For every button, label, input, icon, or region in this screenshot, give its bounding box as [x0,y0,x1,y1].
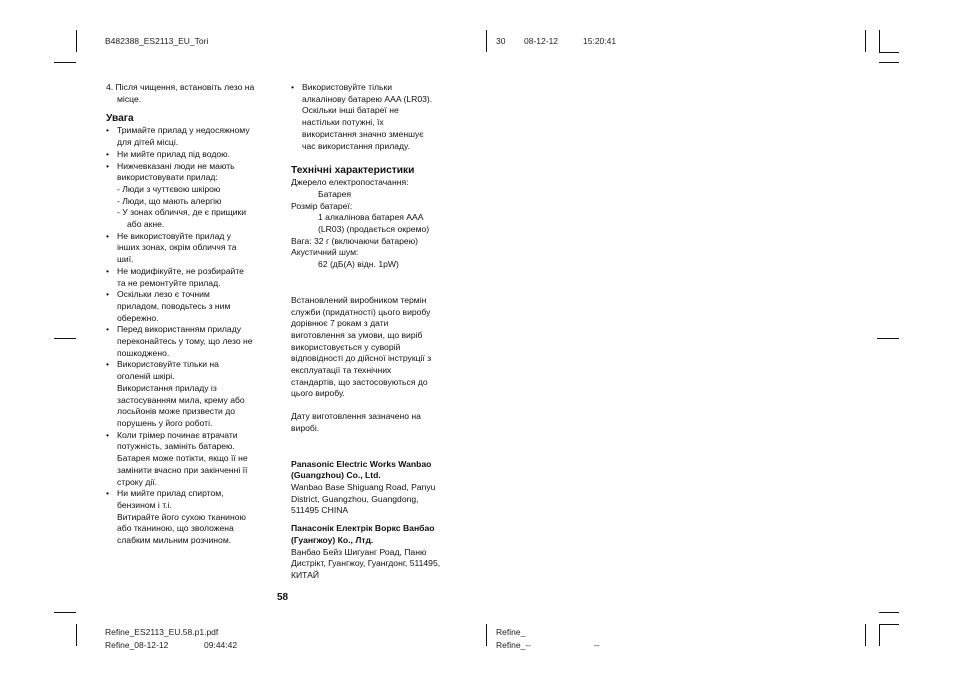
warning-item: • Нижчевказані люди не мають використовувати прилад: - Люди з чуттєвою шкірою - Люди, що мають алергію - У зонах обличчя, де є прищики або акне. [106,161,278,231]
company-address: КИТАЙ [291,569,320,580]
company-name: (Guangzhou) Co., Ltd. [291,470,381,481]
crop-mark [877,338,899,339]
battery-size-value: (LR03) (продається окремо) [318,224,430,235]
header-page: 30 [496,36,506,46]
company-name: (Гуангжоу) Ко., Лтд. [291,534,374,545]
weight: Вага: 32 г (включаючи батарею) [291,235,419,246]
crop-mark [879,30,880,52]
footer-file-name: Refine_ES2113_EU.58.p1.pdf [105,627,219,637]
crop-mark [486,30,487,52]
service-life-text: Встановлений виробником термін служби (придатності) цього виробу дорівнює 7 рокам з дати виготовлення за умови, що виріб використовується у суворій відповідності до дійсної інструкції з експлуатації та технічних стандартів, що застосовуються до цього виробу. [291,294,432,399]
manufacture-date-text: Дату виготовлення зазначено на виробі. [291,411,421,433]
crop-mark [76,30,77,52]
crop-mark [865,624,866,646]
company-address: Дистрікт, Гуангжоу, Гуангдонг, 511495, [291,558,441,569]
warning-item: • Оскільки лезо є точним приладом, поводьтесь з ним обережно. [106,289,278,324]
company-name: Панасонік Електрік Воркс Ванбао [291,523,435,534]
header-time: 15:20:41 [583,36,617,46]
specifications [291,177,471,271]
battery-size-label: Розмір батареї: [291,200,353,211]
left-column [106,82,278,547]
warning-item: • Перед використанням приладу переконайтесь у тому, що лезо не пошкоджено. [106,324,278,359]
footer-dashes: -- [594,640,600,650]
page-number: 58 [277,592,289,603]
company-address: Wanbao Base Shiguang Road, Panyu [291,481,436,492]
power-label: Джерело електропостачання: [291,177,409,188]
specifications-heading: Технічні характеристики [291,165,415,177]
company-name: Panasonic Electric Works Wanbao [291,458,432,469]
warning-item: • Тримайте прилад у недосяжному для дітей місці. [106,125,278,148]
warning-item: • Ни мийте прилад під водою. [106,149,278,161]
footer-refine-date: Refine_08-12-12 [105,640,169,650]
noise-label: Акустичний шум: [291,247,359,258]
crop-mark [879,52,899,53]
company-address: Ванбао Бейз Шигуанг Роад, Паню [291,546,427,557]
right-column [291,82,471,582]
warning-item: • Коли трімер починає втрачати потужність, замініть батарею. Батарея може потікти, якщо її не замінити вчасно при закінченні її строку дії. [106,430,278,489]
crop-mark [54,62,76,63]
crop-mark [865,30,866,52]
footer-refine-label: Refine_ [496,627,526,637]
warning-item: • Ни мийте прилад спиртом, бензином і т.і. Витирайте його сухою тканиною або тканиною, що зволожена слабким мильним розчином. [106,488,278,547]
sub-item: - Люди, що мають алергію [117,195,222,206]
noise-value: 62 (дБ(A) відн. 1pW) [318,259,399,270]
header-date: 08-12-12 [524,36,559,46]
warning-item: • Використовуйте тільки на оголеній шкірі. Використання приладу із застосуванням мила, крему або лосьйонів може призвести до порушень у його роботі. [106,359,278,429]
crop-mark [879,624,899,625]
company-address: 511495 CHINA [291,505,349,516]
header-job-name: B482388_ES2113_EU_Tori [105,36,209,46]
crop-mark [76,624,77,646]
crop-mark [486,624,487,646]
company-address: District, Guangzhou, Guangdong, [291,493,419,504]
warning-item: • Не модифікуйте, не розбирайте та не ремонтуйте прилад. [106,266,278,289]
battery-size-value: 1 алкалінова батарея AAA [318,212,424,223]
crop-mark [879,624,880,646]
manufacturer-ua [291,523,471,582]
crop-mark [54,612,76,613]
warning-heading: Увага [106,113,134,125]
battery-note: • Використовуйте тільки алкалінову батарею AAA (LR03). Оскільки інші батареї не настільки потужні, їх використання значно зменшує час використання приладу. [291,82,471,152]
crop-mark [879,62,899,63]
step-4: 4. Після чищення, встановіть лезо на місце. [106,82,255,104]
crop-mark [54,338,76,339]
warning-item: • Не використовуйте прилад у інших зонах, окрім обличчя та шиї. [106,231,278,266]
footer-refine-label-2: Refine_-- [496,640,531,650]
sub-item: - У зонах обличчя, де є прищики [117,207,247,218]
crop-mark [879,612,899,613]
manufacturer-en [291,459,471,518]
footer-time: 09:44:42 [204,640,238,650]
sub-item: - Люди з чуттєвою шкірою [117,183,221,194]
power-value: Батарея [318,188,352,199]
